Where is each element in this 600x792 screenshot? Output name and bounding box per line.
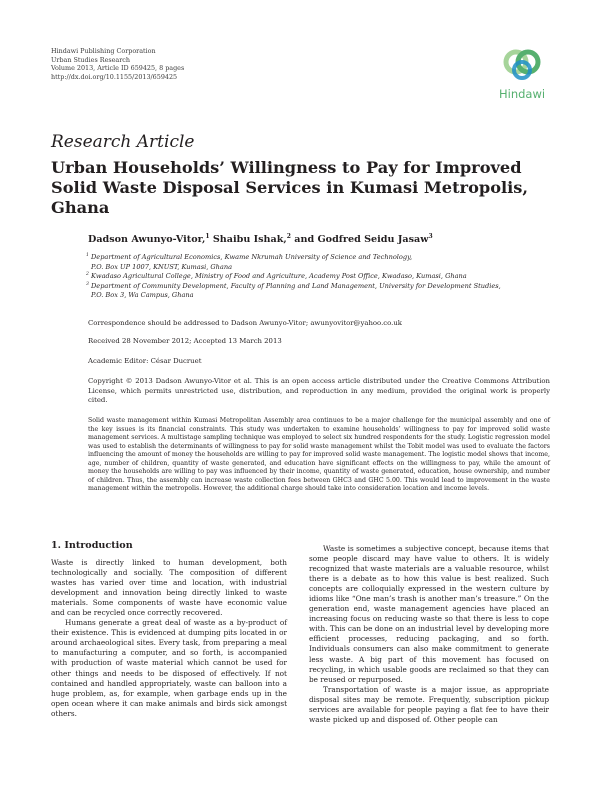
- article-type: Research Article: [51, 132, 195, 152]
- affiliation-number: 3: [86, 281, 89, 287]
- publisher-name: Hindawi Publishing Corporation: [51, 47, 156, 55]
- affiliation-number: 1: [86, 253, 89, 258]
- body-paragraph: Waste is sometimes a subjective concept, because items that some people discard may have value to others. It is widely recognized that waste materials are a valuable resource, whilst there is a debate as to how this value is best realized. Such concepts are colloquially expressed in the western culture by idioms like “One man’s trash is another man’s treasure.” On the generation end, waste management agencies have placed an increasing focus on reducing waste so that there is less to cope with. This can be done on an industrial level by developing more efficient processes, reducing packaging, and so forth. Individuals consumers can also make commitment to generate less waste. A big part of this movement has focused on recycling, in which usable goods are reclaimed so that they can be reused or repurposed.: [309, 544, 549, 684]
- author-affil-mark: 3: [428, 233, 433, 240]
- volume-info: Volume 2013, Article ID 659425, 8 pages: [51, 64, 185, 73]
- section-heading: 1. Introduction: [51, 540, 133, 551]
- logo-text: Hindawi: [499, 87, 546, 101]
- affiliation-line: P.O. Box 3, Wa Campus, Ghana: [91, 291, 194, 299]
- academic-editor: Academic Editor: César Ducruet: [88, 357, 202, 365]
- affiliation-item: [88, 253, 558, 272]
- author-affil-mark: 2: [286, 233, 291, 240]
- journal-name: Urban Studies Research: [51, 55, 130, 64]
- body-paragraph: Waste is directly linked to human development, both technologically and socially. The composition of different wastes has varied over time and location, with industrial development and innovation being directly linked to waste materials. Some components of waste have economic value and can be recycled once correctly recovered.: [51, 558, 287, 618]
- journal-meta: [51, 47, 184, 81]
- body-paragraph: Transportation of waste is a major issue, as appropriate disposal sites may be remote. Frequently, subscription pickup services are available for people paying a flat fee to have their waste picked up and disposed of. Other people can: [309, 684, 549, 724]
- affiliation-list: [88, 253, 558, 301]
- author-name: and Godfred Seidu Jasaw: [294, 234, 429, 246]
- affiliation-line: Kwadaso Agricultural College, Ministry of Food and Agriculture, Academy Post Office, Kwadaso, Kumasi, Ghana: [91, 272, 467, 280]
- affiliation-line: Department of Agricultural Economics, Kwame Nkrumah University of Science and Technology,: [91, 253, 413, 261]
- affiliation-line: P.O. Box UP 1007, KNUST, Kumasi, Ghana: [91, 262, 233, 271]
- affiliation-number: 2: [86, 272, 89, 277]
- right-column: [309, 544, 549, 725]
- copyright-notice: Copyright © 2013 Dadson Awunyo-Vitor et al. This is an open access article distributed under the Creative Commons Attribution License, which permits unrestricted use, distribution, and reproduction in any medium, provided the original work is properly cited.: [88, 377, 550, 404]
- author-affil-mark: 1: [205, 233, 210, 240]
- doi-link[interactable]: http://dx.doi.org/10.1155/2013/659425: [51, 72, 178, 81]
- hindawi-logo: [494, 46, 554, 104]
- received-accepted-dates: Received 28 November 2012; Accepted 13 March 2013: [88, 337, 282, 345]
- affiliation-line: Department of Community Development, Faculty of Planning and Land Management, University for Development Studies,: [91, 281, 501, 290]
- body-paragraph: Humans generate a great deal of waste as a by-product of their existence. This is evidenced at dumping pits located in or around archaeological sites. Every task, from preparing a meal to manufacturing a computer, and so forth, is accompanied with production of waste material which cannot be used for other things and needs to be disposed of effectively. If not contained and handled appropriately, waste can balloon into a huge problem, as, for example, when garbage ends up in the open ocean where it can make animals and birds sick amongst others.: [51, 618, 287, 718]
- left-column: [51, 558, 287, 719]
- abstract-text: Solid waste management within Kumasi Metropolitan Assembly area continues to be a major challenge for the municipal assembly and one of the key issues is its financial constraints. This study was undertaken to examine households’ willingness to pay for improved solid waste management services. A multistage sampling technique was employed to select six hundred respondents for the study. Logistic regression model was used to establish the determinants of willingness to pay for solid waste management whilst the Tobit model was used to evaluate the factors influencing the amount of money the households are willing to pay for improved solid waste management. The logistic model shows that income, age, number of children, quantity of waste generated, and education have significant effects on the willingness to pay, while the amount of money the households are willing to pay was influenced by their income, quantity of waste generated, education, house ownership, and number of children. Thus, the assembly can increase waste collection fees between GHC3 and GHC 5.00. This would lead to improvement in the waste management within the metropolis. However, the additional charge should take into consideration location and income levels.: [88, 417, 550, 492]
- author-name: Shaibu Ishak,: [212, 234, 287, 246]
- correspondence-note: Correspondence should be addressed to Dadson Awunyo-Vitor; awunyovitor@yahoo.co.uk: [88, 319, 402, 327]
- paper-title: Urban Households’ Willingness to Pay for Improved Solid Waste Disposal Services in Kumasi Metropolis, Ghana: [51, 158, 529, 217]
- hindawi-logo-icon: [494, 46, 554, 86]
- author-list: [88, 233, 433, 245]
- affiliation-item: [88, 282, 558, 301]
- affiliation-item: [88, 272, 558, 282]
- author-name: Dadson Awunyo-Vitor,: [88, 234, 206, 246]
